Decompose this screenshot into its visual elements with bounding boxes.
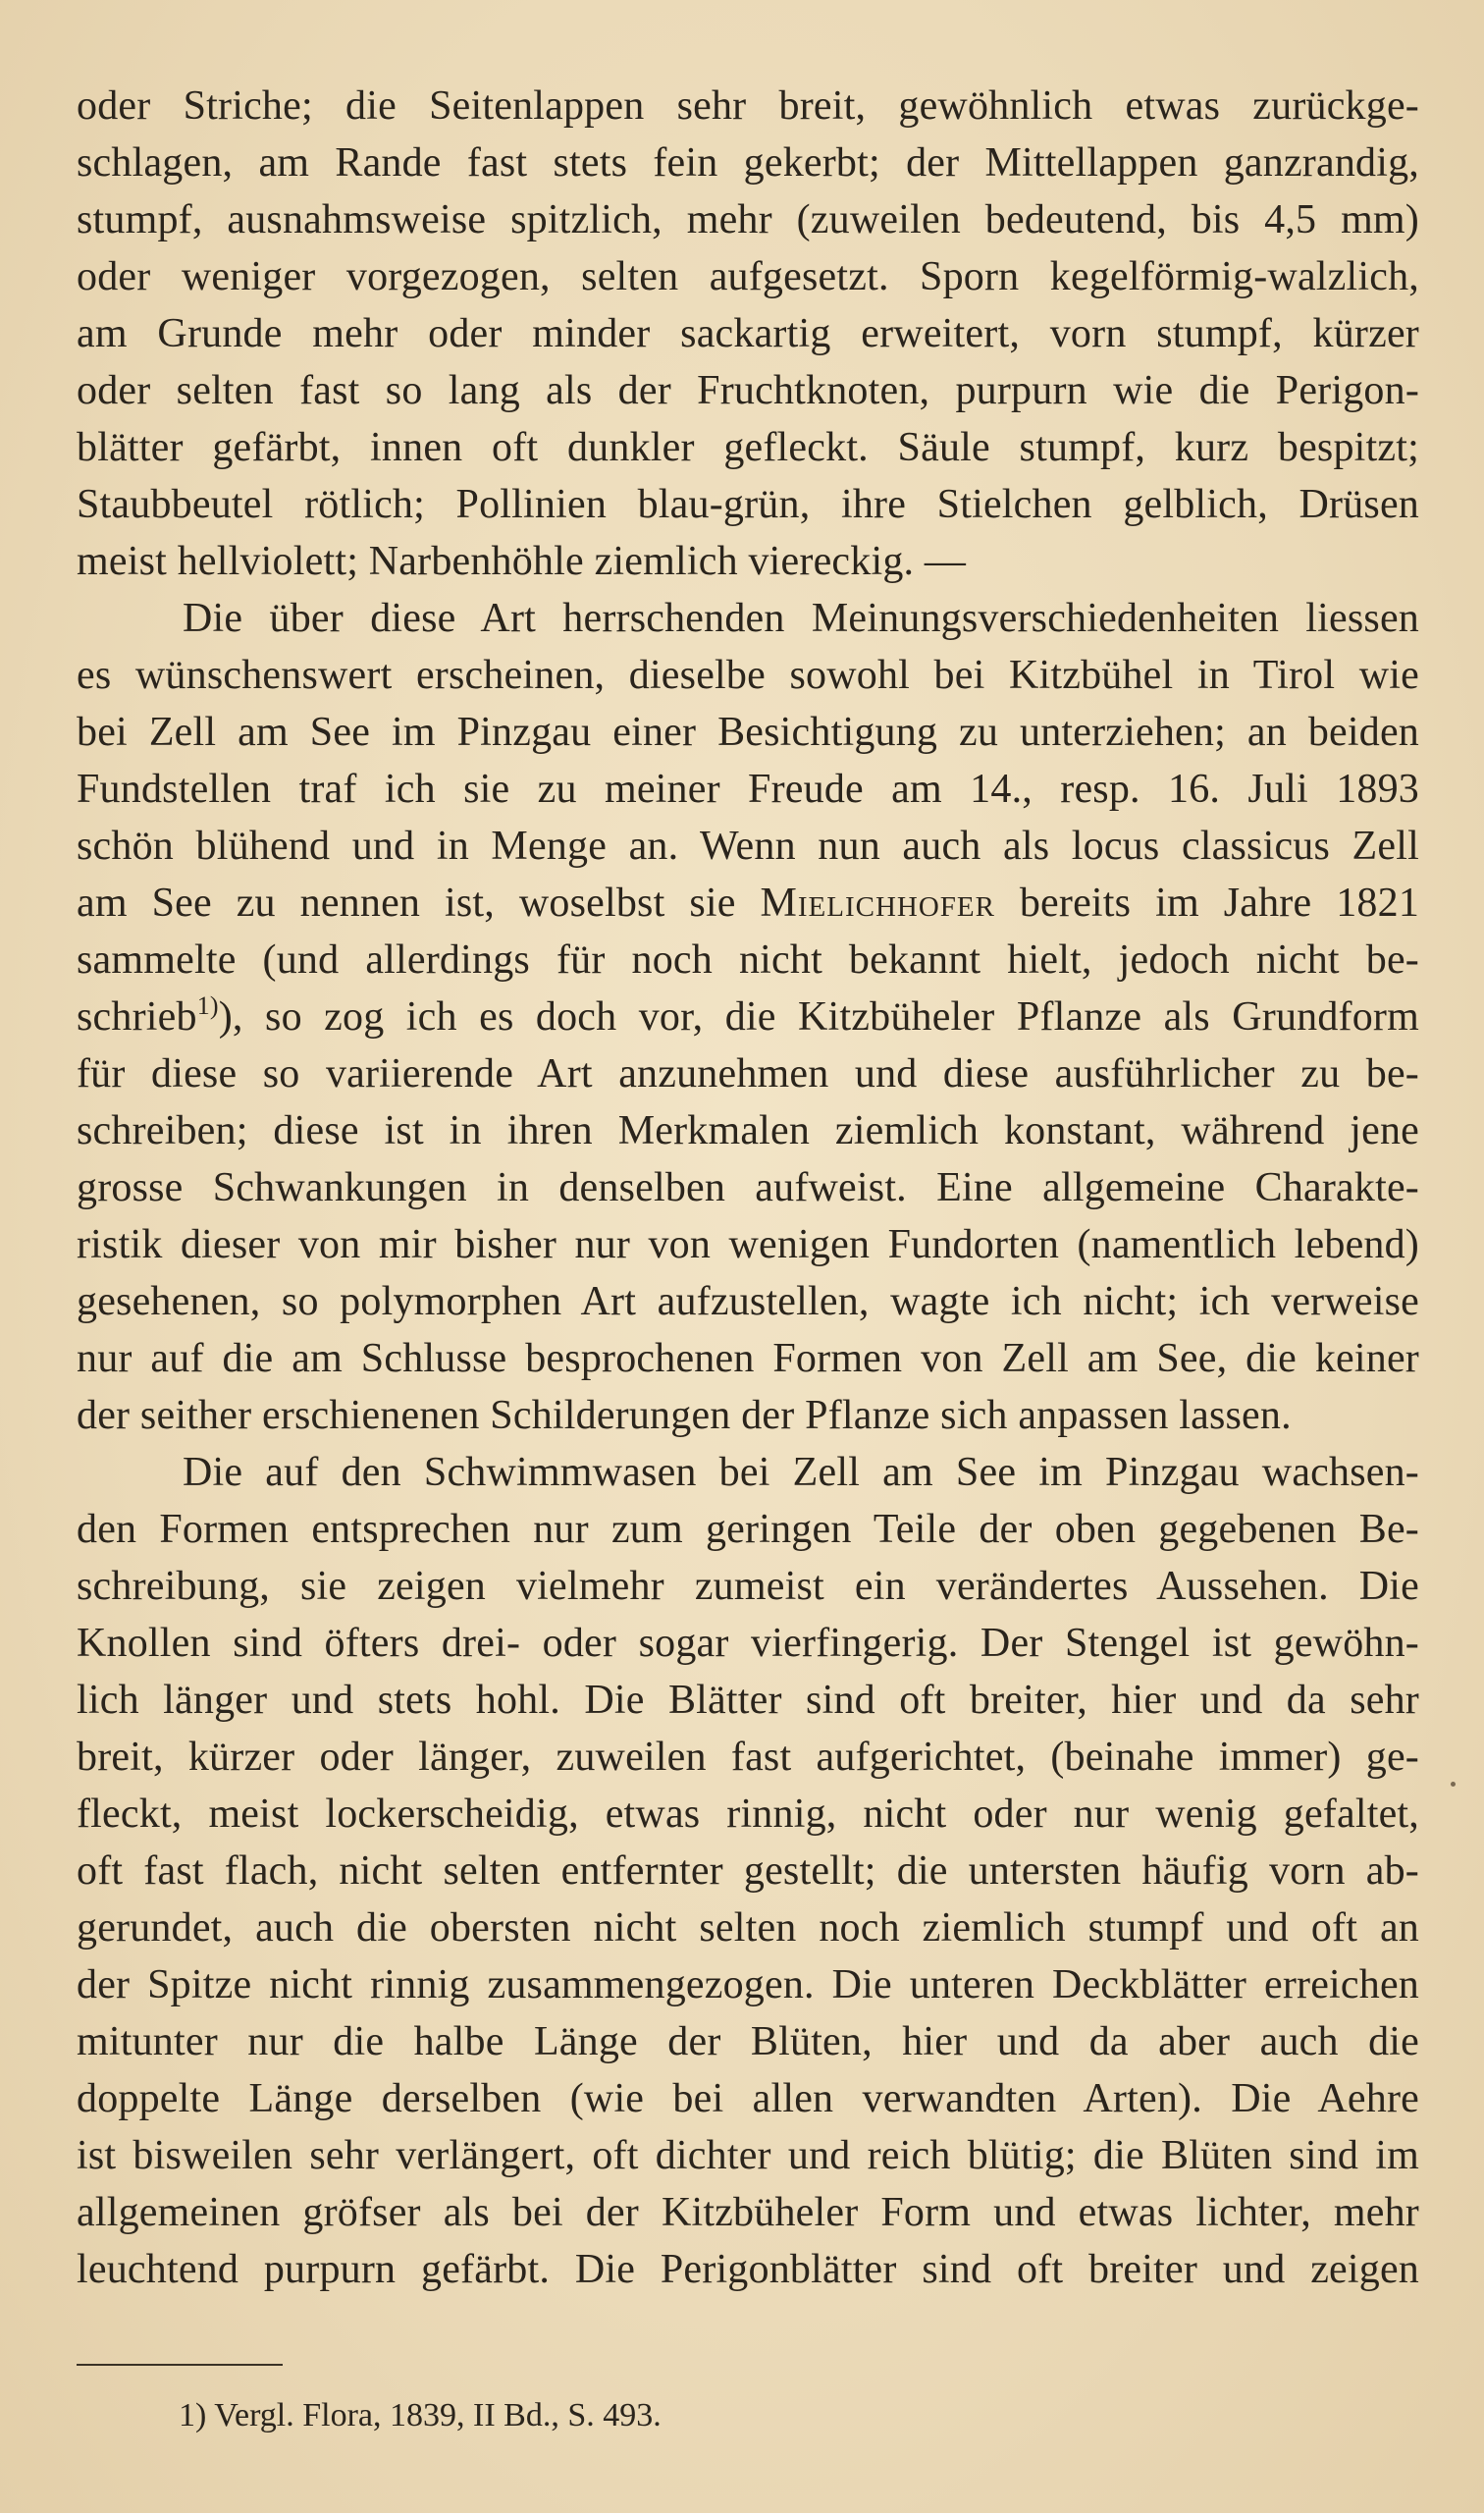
text-line: ristik dieser von mir bisher nur von wenigen Fundorten (namentlich lebend) [77, 1222, 1419, 1267]
text-segment: bereits im Jahre 1821 [1019, 881, 1420, 926]
text-line: es wünschenswert erscheinen, dieselbe sowohl bei Kitzbühel in Tirol wie [77, 653, 1419, 698]
text-line: allgemeinen gröfser als bei der Kitzbüheler Form und etwas lichter, mehr [77, 2190, 1419, 2235]
text-line: sammelte (und allerdings für noch nicht bekannt hielt, jedoch nicht be- [77, 937, 1419, 983]
footnote-divider [77, 2364, 283, 2366]
author-name: Mielichhofer [760, 881, 995, 926]
text-line: oft fast flach, nicht selten entfernter gestellt; die untersten häufig vorn ab- [77, 1848, 1419, 1894]
text-line: grosse Schwankungen in denselben aufweist. Eine allgemeine Charakte- [77, 1165, 1419, 1210]
text-line: nur auf die am Schlusse besprochenen Formen von Zell am See, die keiner [77, 1336, 1419, 1381]
text-line: Knollen sind öfters drei- oder sogar vierfingerig. Der Stengel ist gewöhn- [77, 1621, 1419, 1666]
paragraph-first-line: Die auf den Schwimmwasen bei Zell am See im Pinzgau wachsen- [183, 1450, 1419, 1495]
text-line: gesehenen, so polymorphen Art aufzustellen, wagte ich nicht; ich verweise [77, 1279, 1419, 1324]
text-line: Staubbeutel rötlich; Pollinien blau-grün, ihre Stielchen gelblich, Drüsen [77, 482, 1419, 527]
text-line: gerundet, auch die obersten nicht selten noch ziemlich stumpf und oft an [77, 1905, 1419, 1951]
text-line: lich länger und stets hohl. Die Blätter sind oft breiter, hier und da sehr [77, 1678, 1419, 1723]
text-line: schön blühend und in Menge an. Wenn nun auch als locus classicus Zell [77, 824, 1419, 869]
paragraph-first-line: Die über diese Art herrschenden Meinungsverschiedenheiten liessen [183, 596, 1419, 641]
text-line: meist hellviolett; Narbenhöhle ziemlich viereckig. — [77, 539, 967, 584]
text-line: blätter gefärbt, innen oft dunkler gefleckt. Säule stumpf, kurz bespitzt; [77, 425, 1419, 470]
text-line: schreibung, sie zeigen vielmehr zumeist ein verändertes Aussehen. Die [77, 1564, 1419, 1609]
text-line: mitunter nur die halbe Länge der Blüten, hier und da aber auch die [77, 2019, 1419, 2064]
text-line: der seither erschienenen Schilderungen der Pflanze sich anpassen lassen. [77, 1393, 1292, 1438]
text-line [77, 988, 1419, 1046]
text-line: oder weniger vorgezogen, selten aufgesetzt. Sporn kegelförmig-walzlich, [77, 254, 1419, 299]
text-line: bei Zell am See im Pinzgau einer Besichtigung zu unterziehen; an beiden [77, 710, 1419, 755]
text-line: schlagen, am Rande fast stets fein gekerbt; der Mittellappen ganzrandig, [77, 140, 1419, 186]
text-line: am Grunde mehr oder minder sackartig erweitert, vorn stumpf, kürzer [77, 311, 1419, 356]
text-line: fleckt, meist lockerscheidig, etwas rinnig, nicht oder nur wenig gefaltet, [77, 1791, 1419, 1837]
text-line: schreiben; diese ist in ihren Merkmalen ziemlich konstant, während jene [77, 1108, 1419, 1153]
text-segment: schrieb [77, 994, 197, 1040]
text-line: ist bisweilen sehr verlängert, oft dichter und reich blütig; die Blüten sind im [77, 2133, 1419, 2178]
footnote: 1) Vergl. Flora, 1839, II Bd., S. 493. [179, 2397, 662, 2433]
text-line: stumpf, ausnahmsweise spitzlich, mehr (zuweilen bedeutend, bis 4,5 mm) [77, 197, 1419, 242]
paper-speck [1451, 1782, 1456, 1787]
document-page [77, 77, 1419, 2501]
text-line: der Spitze nicht rinnig zusammengezogen. Die unteren Deckblätter erreichen [77, 1962, 1419, 2007]
text-line: oder Striche; die Seitenlappen sehr breit, gewöhnlich etwas zurückge- [77, 83, 1419, 129]
text-line: leuchtend purpurn gefärbt. Die Perigonblätter sind oft breiter und zeigen [77, 2247, 1419, 2292]
text-line: für diese so variierende Art anzunehmen und diese ausführlicher zu be- [77, 1051, 1419, 1096]
text-line: Fundstellen traf ich sie zu meiner Freude am 14., resp. 16. Juli 1893 [77, 767, 1419, 812]
text-segment: am See zu nennen ist, woselbst sie [77, 881, 736, 926]
text-line: doppelte Länge derselben (wie bei allen verwandten Arten). Die Aehre [77, 2076, 1419, 2121]
text-line: breit, kürzer oder länger, zuweilen fast aufgerichtet, (beinahe immer) ge- [77, 1735, 1419, 1780]
text-line: oder selten fast so lang als der Fruchtknoten, purpurn wie die Perigon- [77, 368, 1419, 413]
text-line [77, 874, 1419, 933]
footnote-marker: 1) [196, 991, 219, 1020]
text-segment: ), so zog ich es doch vor, die Kitzbüheler Pflanze als Grundform [218, 994, 1419, 1040]
text-line: den Formen entsprechen nur zum geringen Teile der oben gegebenen Be- [77, 1507, 1419, 1552]
